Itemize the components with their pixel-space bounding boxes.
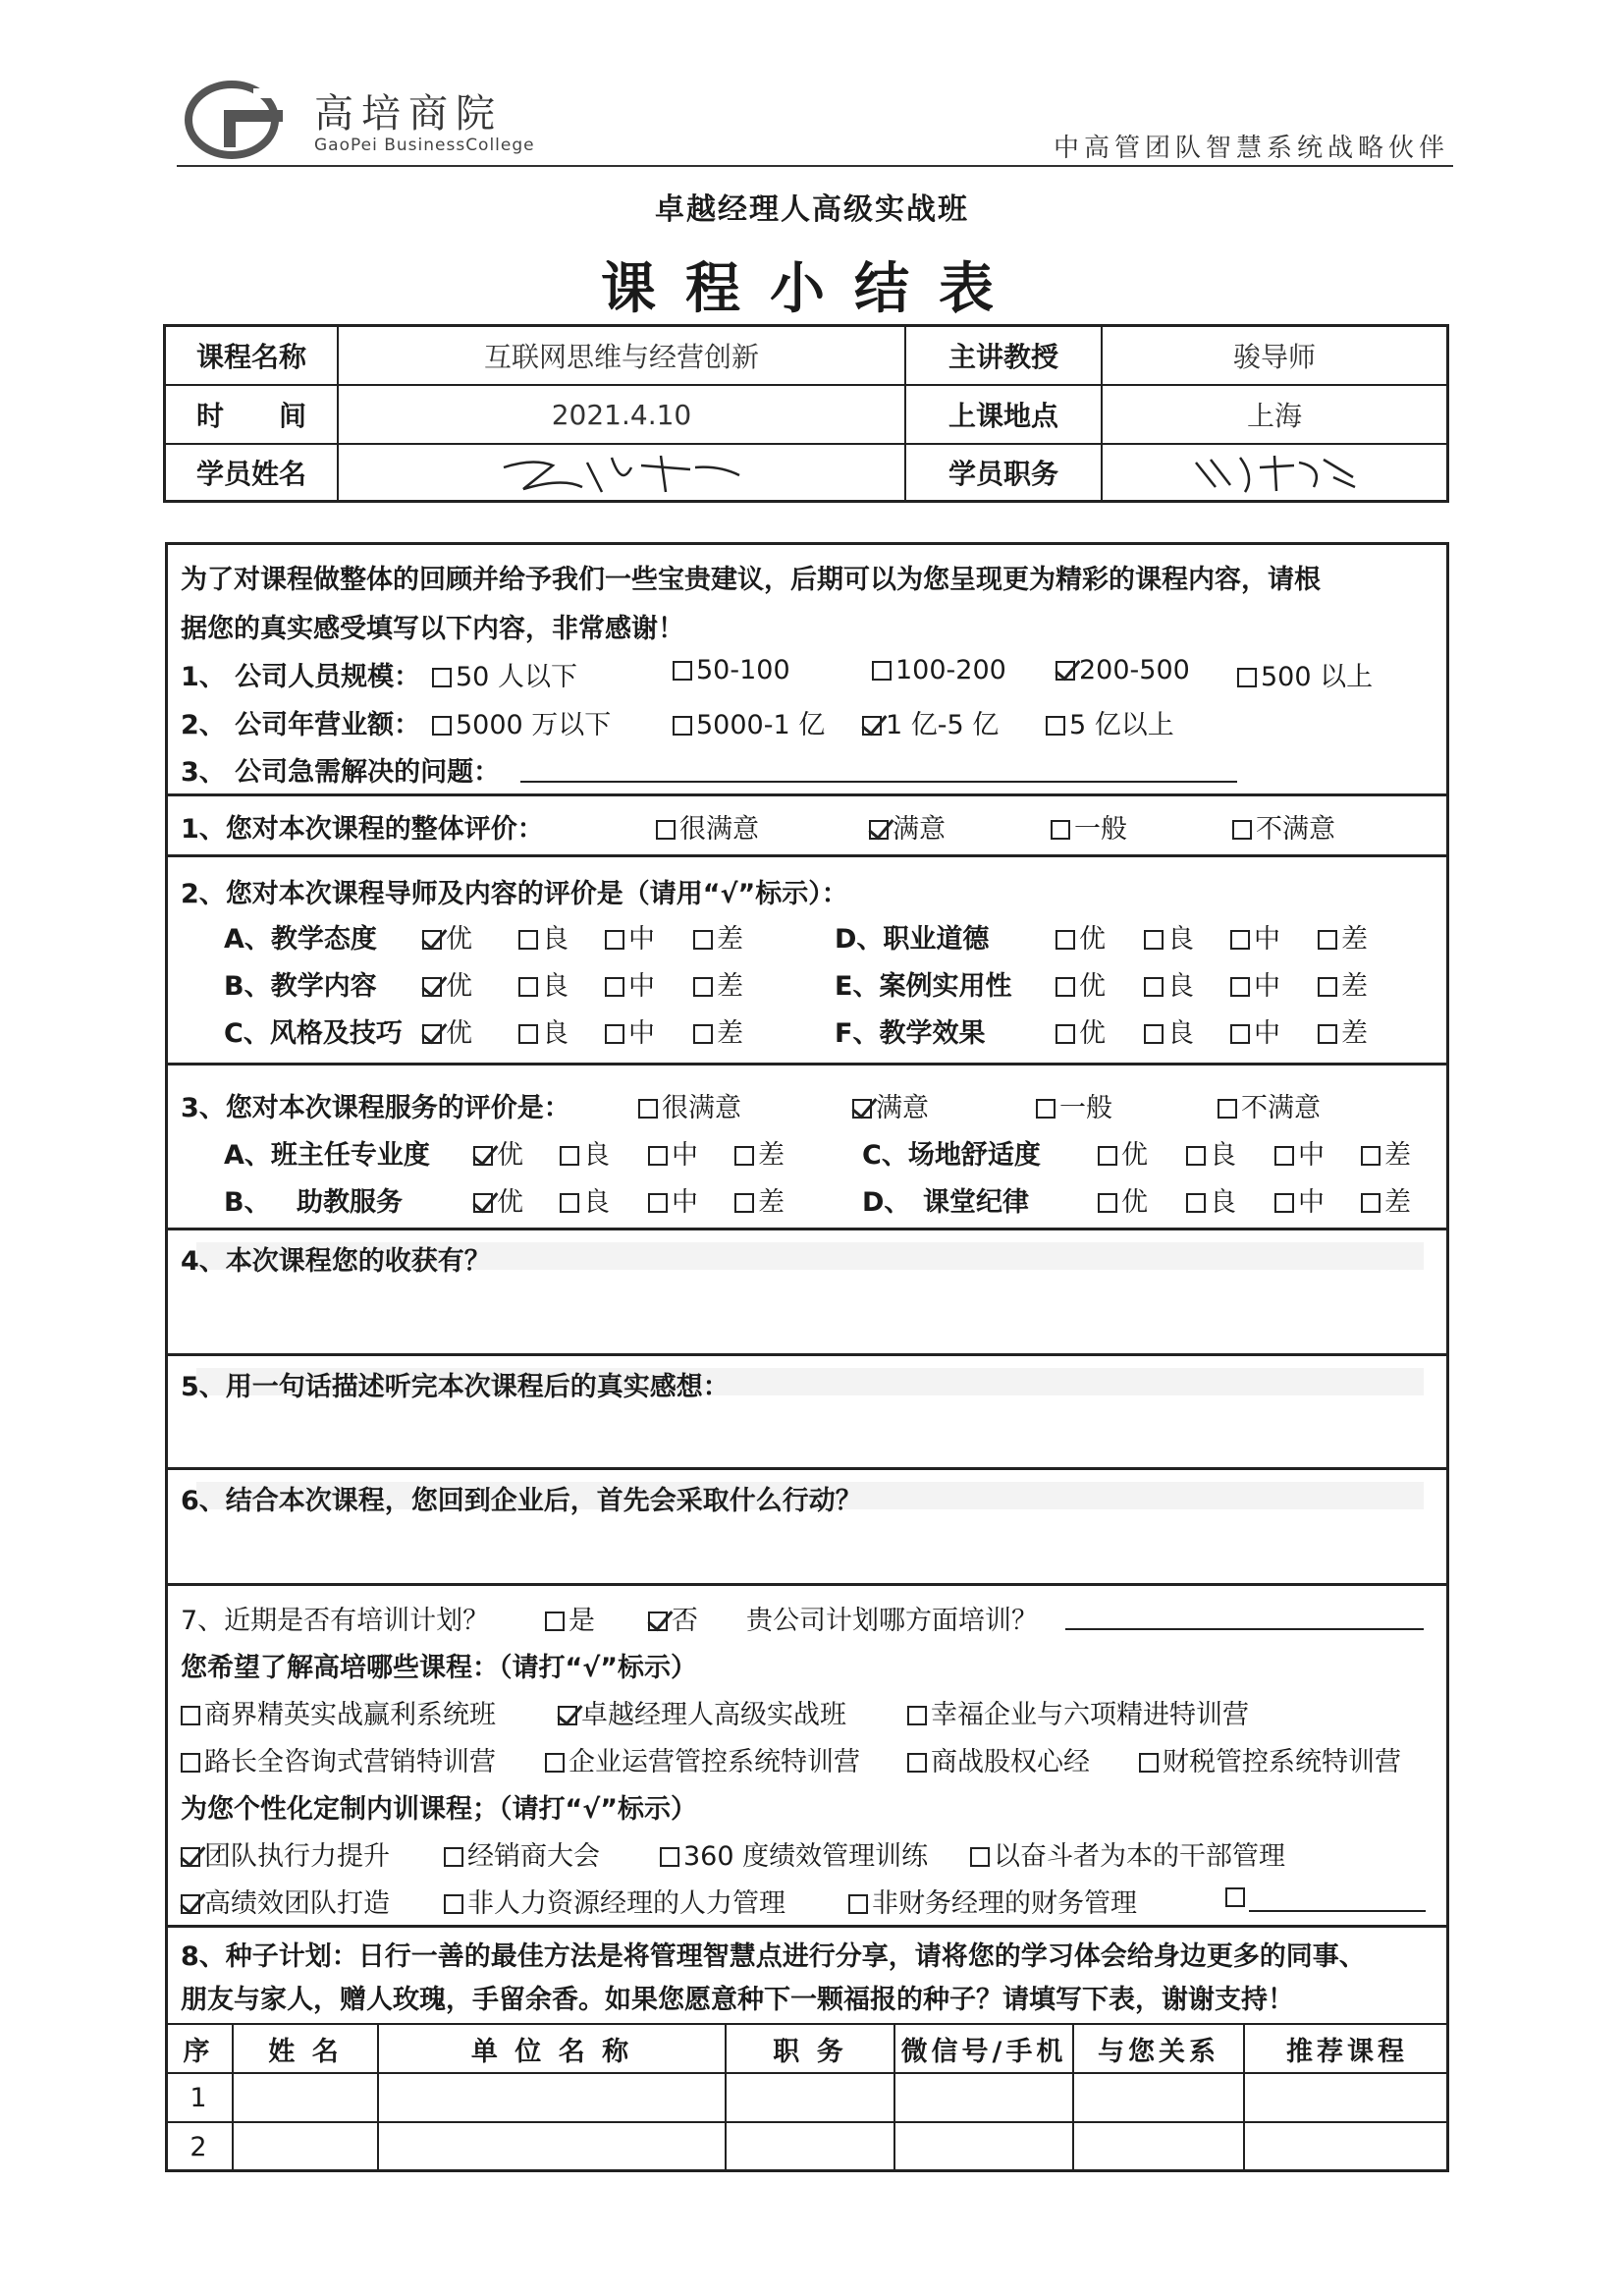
revenue-option-2[interactable]: 5000-1 亿 (673, 703, 825, 741)
course-option-2[interactable]: 卓越经理人高级实战班 (558, 1693, 846, 1731)
table-header-cell: 单 位 名 称 (379, 2023, 727, 2072)
checkbox-icon[interactable] (970, 1847, 990, 1867)
q1-option-satisfied[interactable]: 满意 (869, 807, 946, 846)
checkbox-icon[interactable] (1144, 930, 1164, 950)
q7-which-label: 贵公司计划哪方面培训？ (746, 1606, 1038, 1636)
grade-label: 差 (717, 924, 743, 955)
checkbox-icon[interactable] (693, 977, 713, 997)
q7-label: 7、近期是否有培训计划？ (181, 1606, 490, 1636)
student-name-signature[interactable] (339, 445, 906, 500)
revenue-option-4[interactable]: 5 亿以上 (1046, 703, 1174, 741)
staff-option-2[interactable]: 50-100 (673, 655, 790, 685)
q7-wish-label: 您希望了解高培哪些课程：（请打“√”标示） (181, 1653, 697, 1683)
q2-grade-option[interactable] (605, 964, 655, 1003)
grade-label: 良 (1210, 1140, 1236, 1171)
checkbox-icon[interactable] (1056, 977, 1075, 997)
grade-label: 差 (1384, 1187, 1411, 1218)
checkbox-icon[interactable] (638, 1099, 658, 1119)
q2-grade-option[interactable] (1144, 964, 1194, 1003)
handwritten-signature-icon (494, 448, 749, 497)
revenue-option-1[interactable]: 5000 万以下 (432, 703, 611, 741)
table-cell[interactable] (1074, 2072, 1245, 2121)
table-cell[interactable] (379, 2121, 727, 2170)
custom-option-6[interactable]: 非人力资源经理的人力管理 (444, 1882, 785, 1920)
checkbox-icon[interactable] (1144, 1024, 1164, 1044)
checkbox-icon[interactable] (1237, 668, 1257, 687)
q3-label: 3、您对本次课程服务的评价是： (181, 1093, 570, 1123)
checkbox-icon[interactable] (1274, 1193, 1294, 1213)
q3-grade-option[interactable] (734, 1180, 785, 1219)
section-divider (165, 793, 1449, 796)
row-number-cell: 1 (165, 2072, 234, 2121)
grade-label: 中 (1254, 1018, 1280, 1049)
q3-grade-option[interactable] (560, 1180, 610, 1219)
q3-row-d-prefix: D、 (862, 1187, 911, 1218)
checkbox-icon[interactable] (1361, 1193, 1380, 1213)
checkbox-icon[interactable] (518, 977, 538, 997)
grade-label: 优 (446, 1018, 472, 1049)
custom-option-4[interactable]: 以奋斗者为本的干部管理 (970, 1834, 1285, 1873)
grade-label: 良 (583, 1187, 610, 1218)
table-header-cell: 微信号/手机 (895, 2023, 1074, 2072)
grade-label: 优 (1121, 1140, 1148, 1171)
table-cell[interactable] (1245, 2121, 1449, 2170)
q4-label: 4、本次课程您的收获有？ (181, 1246, 491, 1277)
q3-grade-option[interactable] (1361, 1133, 1411, 1172)
checked-checkbox-icon[interactable] (558, 1706, 577, 1725)
position-label: 学员职务 (906, 445, 1103, 500)
q2-row-label: F、教学效果 (835, 1018, 986, 1049)
checkbox-icon[interactable] (518, 930, 538, 950)
checkbox-icon[interactable] (1144, 977, 1164, 997)
q2-grade-option[interactable] (605, 1011, 655, 1050)
q3-option-very-satisfied[interactable]: 很满意 (638, 1086, 741, 1124)
checkbox-icon[interactable] (673, 716, 692, 736)
q2-grade-option[interactable] (518, 1011, 568, 1050)
row-number-cell: 2 (165, 2121, 234, 2170)
grade-label: 中 (1298, 1187, 1325, 1218)
grade-label: 中 (672, 1140, 698, 1171)
checkbox-icon[interactable] (1218, 1099, 1237, 1119)
grade-label: 优 (497, 1187, 523, 1218)
place-value[interactable]: 上海 (1103, 386, 1446, 445)
checkbox-icon[interactable] (1051, 820, 1070, 840)
q3-row-a-label: A、班主任专业度 (224, 1140, 430, 1171)
checkbox-icon[interactable] (432, 668, 452, 687)
staff-option-4[interactable]: 200-500 (1056, 655, 1190, 685)
checked-checkbox-icon[interactable] (473, 1146, 493, 1166)
brand-name-en: GaoPei BusinessCollege (314, 136, 535, 155)
q2-grade-option[interactable] (1144, 1011, 1194, 1050)
checkbox-icon[interactable] (1098, 1193, 1117, 1213)
time-value[interactable]: 2021.4.10 (339, 386, 906, 445)
table-header-cell: 职 务 (727, 2023, 895, 2072)
table-header-cell: 推荐课程 (1245, 2023, 1449, 2072)
grade-label: 良 (1167, 924, 1194, 955)
grade-label: 差 (1384, 1140, 1411, 1171)
q3-option-satisfied[interactable]: 满意 (852, 1086, 929, 1124)
grade-label: 差 (1341, 971, 1368, 1002)
checkbox-icon[interactable] (545, 1612, 565, 1631)
checkbox-icon[interactable] (693, 930, 713, 950)
q2-row-label: C、风格及技巧 (224, 1018, 403, 1049)
q5-answer-area[interactable] (181, 1404, 1428, 1453)
q1-option-average[interactable]: 一般 (1051, 807, 1127, 846)
checkbox-icon[interactable] (432, 716, 452, 736)
q6-label: 6、结合本次课程，您回到企业后，首先会采取什么行动？ (181, 1486, 862, 1516)
grade-label: 良 (542, 971, 568, 1002)
grade-label: 优 (446, 924, 472, 955)
custom-option-2[interactable]: 经销商大会 (444, 1834, 600, 1873)
grade-label: 良 (542, 1018, 568, 1049)
custom-option-3[interactable]: 360 度绩效管理训练 (660, 1834, 928, 1873)
checkbox-icon[interactable] (734, 1146, 754, 1166)
q8-line-1: 8、种子计划：日行一善的最佳方法是将管理智慧点进行分享，请将您的学习体会给身边更多的同事、 (181, 1941, 1366, 1972)
other-input-line[interactable] (1249, 1888, 1426, 1912)
custom-course-label: 为您个性化定制内训课程；（请打“√”标示） (181, 1794, 697, 1825)
checked-checkbox-icon[interactable] (473, 1193, 493, 1213)
grade-label: 优 (1121, 1187, 1148, 1218)
q2-row-label: E、案例实用性 (835, 971, 1012, 1002)
checkbox-icon[interactable] (872, 661, 892, 681)
form-title: 课程小结表 (601, 257, 1023, 321)
section-divider (165, 1063, 1449, 1066)
time-label: 时 间 (166, 386, 339, 445)
checked-checkbox-icon[interactable] (422, 977, 442, 997)
grade-label: 中 (672, 1187, 698, 1218)
grade-label: 差 (717, 971, 743, 1002)
checked-checkbox-icon[interactable] (648, 1612, 668, 1631)
checkbox-icon[interactable] (1274, 1146, 1294, 1166)
handwritten-position-icon (1186, 448, 1363, 497)
checkbox-icon[interactable] (560, 1146, 579, 1166)
checkbox-icon[interactable] (648, 1193, 668, 1213)
checkbox-icon[interactable] (1361, 1146, 1380, 1166)
checkbox-icon[interactable] (1230, 977, 1250, 997)
grade-label: 差 (1341, 924, 1368, 955)
grade-label: 良 (1210, 1187, 1236, 1218)
revenue-option-3[interactable]: 1 亿-5 亿 (862, 703, 999, 741)
q2-grade-option[interactable] (693, 964, 743, 1003)
section-divider (165, 1467, 1449, 1470)
course-option-5[interactable]: 企业运营管控系统特训营 (545, 1740, 860, 1778)
q2-grade-option[interactable] (422, 917, 472, 956)
q3-option-unsatisfied[interactable]: 不满意 (1218, 1086, 1321, 1124)
grade-label: 中 (628, 1018, 655, 1049)
custom-option-5[interactable]: 高绩效团队打造 (181, 1882, 390, 1920)
checked-checkbox-icon[interactable] (862, 716, 882, 736)
q2-row-label: B、教学内容 (224, 971, 377, 1002)
q6-answer-area[interactable] (181, 1520, 1428, 1574)
checkbox-icon[interactable] (1036, 1099, 1056, 1119)
table-cell[interactable] (727, 2121, 895, 2170)
custom-option-other[interactable] (1225, 1882, 1426, 1912)
q7-which-input-line[interactable] (1065, 1628, 1424, 1630)
q1-label: 1、您对本次课程的整体评价： (181, 814, 544, 845)
table-cell[interactable] (234, 2072, 379, 2121)
checkbox-icon[interactable] (1318, 930, 1337, 950)
grade-label: 优 (497, 1140, 523, 1171)
section-divider (165, 1228, 1449, 1230)
course-name-value[interactable]: 互联网思维与经营创新 (339, 327, 906, 386)
gaopei-logo-icon (185, 81, 302, 159)
q3-row-b-prefix: B、 (224, 1187, 271, 1218)
checkbox-icon[interactable] (1230, 930, 1250, 950)
lecturer-value[interactable]: 骏导师 (1103, 327, 1446, 386)
position-handwriting[interactable] (1103, 445, 1446, 500)
checkbox-icon[interactable] (1318, 1024, 1337, 1044)
table-cell[interactable] (1074, 2121, 1245, 2170)
q2-label: 2、您对本次课程导师及内容的评价是（请用“√”标示）： (181, 879, 848, 909)
checkbox-icon[interactable] (1225, 1887, 1245, 1907)
q7-no-option[interactable]: 否 (648, 1599, 698, 1637)
grade-label: 中 (1254, 971, 1280, 1002)
grade-label: 优 (446, 971, 472, 1002)
table-cell[interactable] (234, 2121, 379, 2170)
q2-grade-option[interactable] (1056, 964, 1106, 1003)
checked-checkbox-icon[interactable] (422, 1024, 442, 1044)
course-option-4[interactable]: 路长全咨询式营销特训营 (181, 1740, 496, 1778)
table-cell[interactable] (895, 2121, 1074, 2170)
checkbox-icon[interactable] (673, 661, 692, 681)
checkbox-icon[interactable] (1186, 1193, 1206, 1213)
q1-option-unsatisfied[interactable]: 不满意 (1232, 807, 1335, 846)
problem-input-line[interactable] (520, 781, 1237, 783)
checkbox-icon[interactable] (560, 1193, 579, 1213)
q3-grade-option[interactable] (1098, 1180, 1148, 1219)
checkbox-icon[interactable] (181, 1706, 200, 1725)
q3-grade-option[interactable] (473, 1133, 523, 1172)
checkbox-icon[interactable] (518, 1024, 538, 1044)
q3-grade-option[interactable] (648, 1133, 698, 1172)
checkbox-icon[interactable] (1318, 977, 1337, 997)
q1-option-very-satisfied[interactable]: 很满意 (656, 807, 759, 846)
checked-checkbox-icon[interactable] (1056, 661, 1075, 681)
grade-label: 中 (628, 924, 655, 955)
checkbox-icon[interactable] (693, 1024, 713, 1044)
q2-grade-option[interactable] (605, 917, 655, 956)
checkbox-icon[interactable] (1230, 1024, 1250, 1044)
section-divider (165, 1353, 1449, 1356)
staff-option-1[interactable]: 50 人以下 (432, 655, 577, 693)
checkbox-icon[interactable] (907, 1706, 927, 1725)
checkbox-icon[interactable] (734, 1193, 754, 1213)
form-subtitle: 卓越经理人高级实战班 (655, 192, 969, 227)
grade-label: 差 (758, 1140, 785, 1171)
intro-line-1: 为了对课程做整体的回顾并给予我们一些宝贵建议，后期可以为您呈现更为精彩的课程内容，请根 (181, 565, 1321, 595)
grade-label: 良 (1167, 971, 1194, 1002)
checkbox-icon[interactable] (1056, 930, 1075, 950)
q3-grade-option[interactable] (734, 1133, 785, 1172)
q5-label: 5、用一句话描述听完本次课程后的真实感想： (181, 1372, 730, 1402)
place-label: 上课地点 (906, 386, 1103, 445)
q7-yes-option[interactable]: 是 (545, 1599, 595, 1637)
q2-grade-option[interactable] (1318, 917, 1368, 956)
q2-grade-option[interactable] (1318, 1011, 1368, 1050)
course-option-6[interactable]: 商战股权心经 (907, 1740, 1090, 1778)
q2-grade-option[interactable] (693, 917, 743, 956)
grade-label: 优 (1079, 971, 1106, 1002)
q4-answer-area[interactable] (181, 1282, 1428, 1340)
checkbox-icon[interactable] (907, 1753, 927, 1773)
slogan: 中高管团队智慧系统战略伙伴 (1053, 134, 1449, 163)
checkbox-icon[interactable] (1232, 820, 1252, 840)
revenue-label: 2、 公司年营业额： (181, 710, 421, 740)
problem-label: 3、 公司急需解决的问题： (181, 757, 501, 788)
q2-grade-option[interactable] (1230, 917, 1280, 956)
grade-label: 良 (542, 924, 568, 955)
q3-row-b-label: 助教服务 (297, 1187, 403, 1218)
q3-grade-option[interactable] (648, 1180, 698, 1219)
q3-row-d-label: 课堂纪律 (923, 1187, 1029, 1218)
intro-line-2: 据您的真实感受填写以下内容，非常感谢！ (181, 614, 684, 644)
checkbox-icon[interactable] (1098, 1146, 1117, 1166)
section-divider (165, 1583, 1449, 1586)
table-cell[interactable] (379, 2072, 727, 2121)
table-header-cell: 姓 名 (234, 2023, 379, 2072)
q3-grade-option[interactable] (1186, 1180, 1236, 1219)
checked-checkbox-icon[interactable] (181, 1847, 200, 1867)
checked-checkbox-icon[interactable] (181, 1894, 200, 1914)
q2-row-label: D、职业道德 (835, 924, 990, 955)
q2-grade-option[interactable] (1056, 1011, 1106, 1050)
grade-label: 中 (1298, 1140, 1325, 1171)
checked-checkbox-icon[interactable] (422, 930, 442, 950)
q3-option-average[interactable]: 一般 (1036, 1086, 1112, 1124)
grade-label: 中 (628, 971, 655, 1002)
q2-grade-option[interactable] (693, 1011, 743, 1050)
checkbox-icon[interactable] (605, 930, 624, 950)
checked-checkbox-icon[interactable] (852, 1099, 872, 1119)
section-divider (165, 854, 1449, 857)
course-option-7[interactable]: 财税管控系统特训营 (1139, 1740, 1401, 1778)
checkbox-icon[interactable] (605, 1024, 624, 1044)
course-info-table (163, 324, 1449, 503)
q2-grade-option[interactable] (1144, 917, 1194, 956)
table-cell[interactable] (1245, 2072, 1449, 2121)
q3-grade-option[interactable] (1098, 1133, 1148, 1172)
checkbox-icon[interactable] (656, 820, 676, 840)
checkbox-icon[interactable] (545, 1753, 565, 1773)
staff-option-3[interactable]: 100-200 (872, 655, 1006, 685)
q2-grade-option[interactable] (422, 1011, 472, 1050)
grade-label: 差 (1341, 1018, 1368, 1049)
checkbox-icon[interactable] (444, 1894, 463, 1914)
q3-grade-option[interactable] (1361, 1180, 1411, 1219)
q2-grade-option[interactable] (1056, 917, 1106, 956)
header-divider (177, 165, 1453, 167)
grade-label: 优 (1079, 1018, 1106, 1049)
checkbox-icon[interactable] (1056, 1024, 1075, 1044)
staff-option-5[interactable]: 500 以上 (1237, 655, 1373, 693)
q2-grade-option[interactable] (518, 917, 568, 956)
checkbox-icon[interactable] (444, 1847, 463, 1867)
checkbox-icon[interactable] (848, 1894, 868, 1914)
q2-grade-option[interactable] (1230, 1011, 1280, 1050)
staff-size-label: 1、 公司人员规模： (181, 662, 421, 692)
lecturer-label: 主讲教授 (906, 327, 1103, 386)
q2-grade-option[interactable] (1230, 964, 1280, 1003)
checkbox-icon[interactable] (1139, 1753, 1159, 1773)
q8-line-2: 朋友与家人，赠人玫瑰，手留余香。如果您愿意种下一颗福报的种子？请填写下表，谢谢支持！ (181, 1985, 1294, 2015)
brand-name-cn: 高培商院 (314, 91, 503, 137)
student-name-label: 学员姓名 (166, 445, 339, 500)
section-divider (165, 1925, 1449, 1928)
q3-grade-option[interactable] (1274, 1133, 1325, 1172)
grade-label: 中 (1254, 924, 1280, 955)
course-option-3[interactable]: 幸福企业与六项精进特训营 (907, 1693, 1249, 1731)
q3-grade-option[interactable] (473, 1180, 523, 1219)
q2-grade-option[interactable] (422, 964, 472, 1003)
table-header-cell: 与您关系 (1074, 2023, 1245, 2072)
table-header-cell: 序 (165, 2023, 234, 2072)
checkbox-icon[interactable] (605, 977, 624, 997)
q3-grade-option[interactable] (1274, 1180, 1325, 1219)
grade-label: 差 (717, 1018, 743, 1049)
course-option-1[interactable]: 商界精英实战赢利系统班 (181, 1693, 496, 1731)
q3-grade-option[interactable] (560, 1133, 610, 1172)
q3-grade-option[interactable] (1186, 1133, 1236, 1172)
q2-row-label: A、教学态度 (224, 924, 377, 955)
grade-label: 差 (758, 1187, 785, 1218)
q3-row-c-label: C、场地舒适度 (862, 1140, 1041, 1171)
checkbox-icon[interactable] (1186, 1146, 1206, 1166)
q2-grade-option[interactable] (518, 964, 568, 1003)
q2-grade-option[interactable] (1318, 964, 1368, 1003)
checkbox-icon[interactable] (660, 1847, 679, 1867)
checkbox-icon[interactable] (648, 1146, 668, 1166)
table-cell[interactable] (727, 2072, 895, 2121)
checkbox-icon[interactable] (181, 1753, 200, 1773)
grade-label: 良 (583, 1140, 610, 1171)
custom-option-7[interactable]: 非财务经理的财务管理 (848, 1882, 1137, 1920)
course-name-label: 课程名称 (166, 327, 339, 386)
checked-checkbox-icon[interactable] (869, 820, 889, 840)
grade-label: 良 (1167, 1018, 1194, 1049)
checkbox-icon[interactable] (1046, 716, 1065, 736)
custom-option-1[interactable]: 团队执行力提升 (181, 1834, 390, 1873)
grade-label: 优 (1079, 924, 1106, 955)
table-cell[interactable] (895, 2072, 1074, 2121)
